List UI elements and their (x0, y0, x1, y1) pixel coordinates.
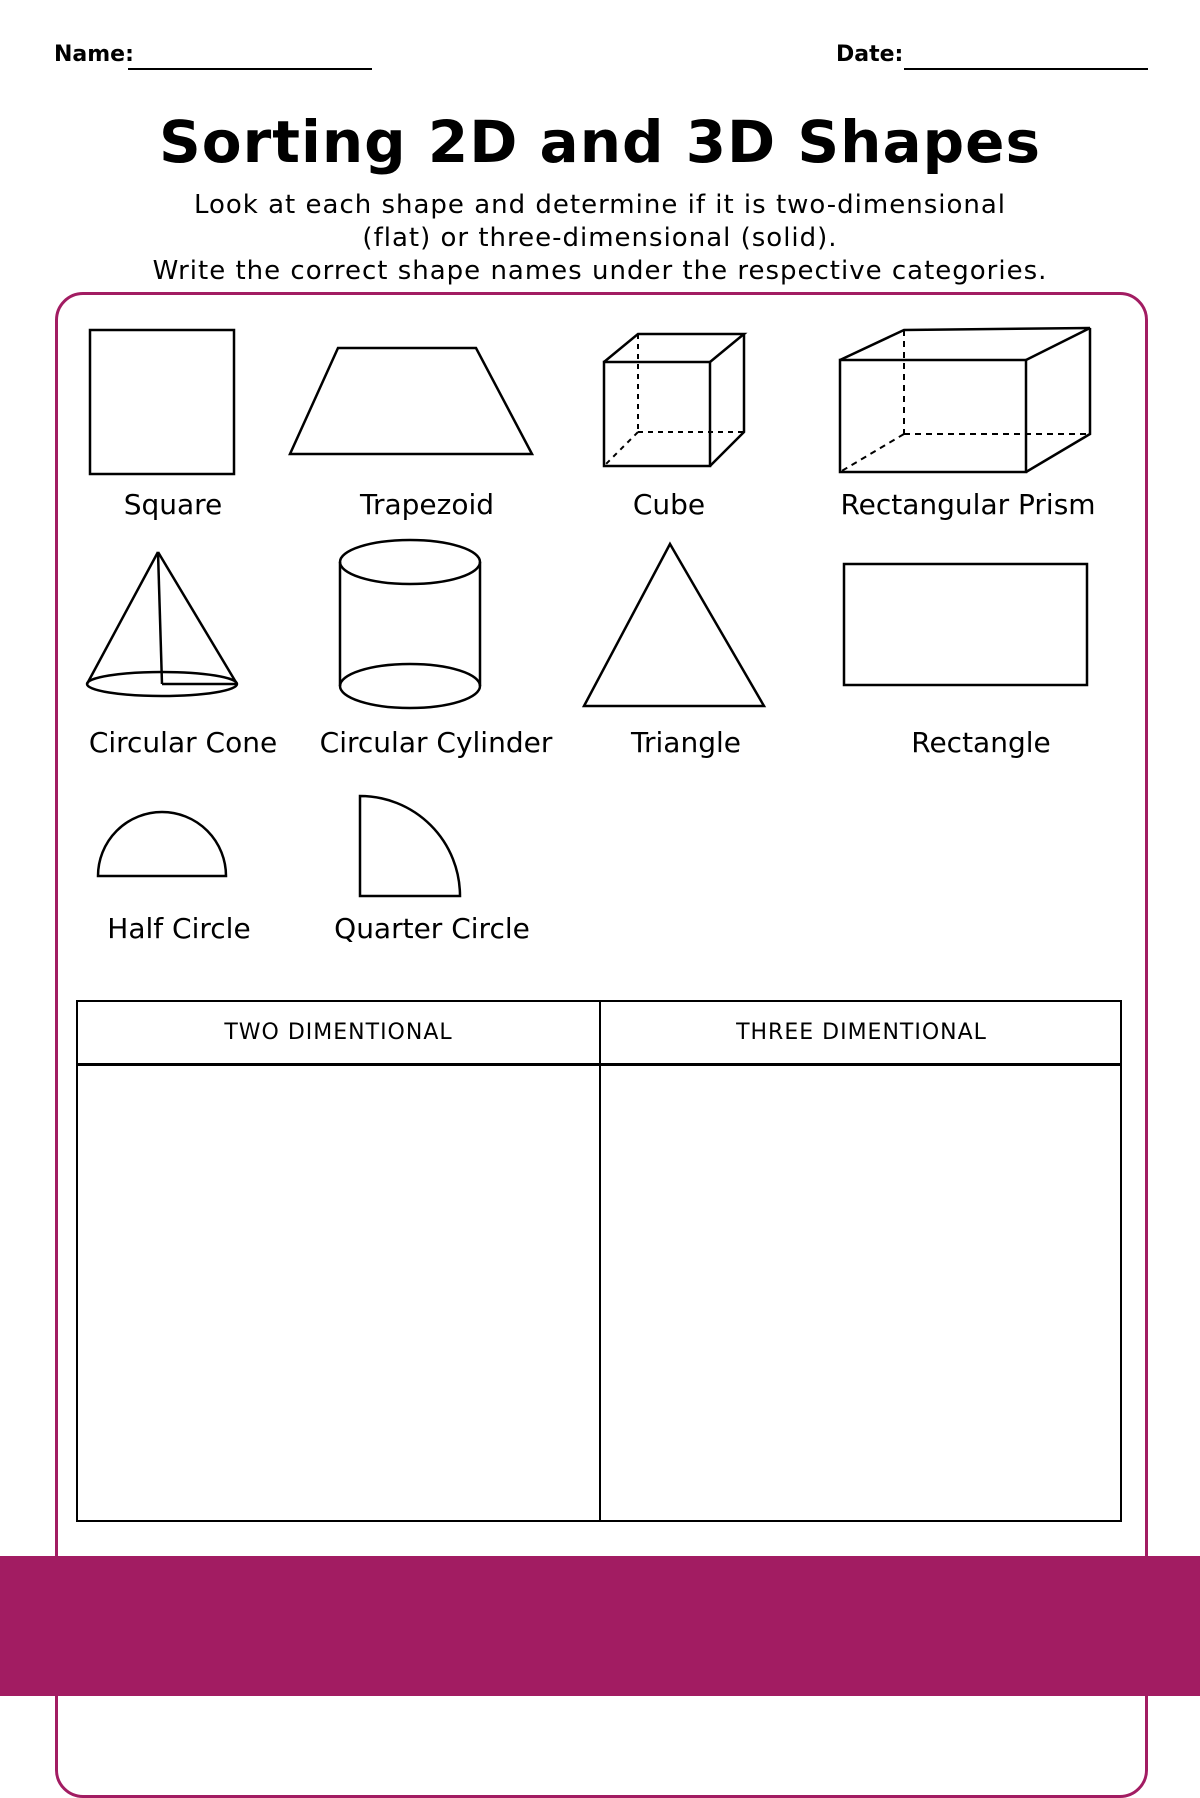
circular-cone-shape (84, 548, 244, 704)
name-label: Name: (54, 42, 134, 67)
date-field[interactable] (904, 68, 1148, 70)
instruction-line-1: Look at each shape and determine if it is two-dimensional (193, 190, 1007, 220)
bottom-color-band (0, 1556, 1200, 1696)
answer-area-two-dimensional[interactable] (78, 1066, 599, 1520)
triangle-shape (580, 538, 770, 710)
sorting-table (76, 1000, 1122, 1522)
label-rectangle: Rectangle (911, 726, 1051, 759)
label-trapezoid: Trapezoid (359, 488, 495, 521)
instruction-line-3: Write the correct shape names under the respective categories. (152, 256, 1048, 286)
label-rectangular-prism: Rectangular Prism (840, 488, 1096, 521)
cube-shape (596, 326, 756, 472)
label-circular-cone: Circular Cone (88, 726, 278, 759)
label-quarter-circle: Quarter Circle (334, 912, 530, 945)
label-circular-cylinder: Circular Cylinder (319, 726, 553, 759)
name-field[interactable] (128, 68, 372, 70)
label-cube: Cube (632, 488, 706, 521)
rectangular-prism-shape (834, 322, 1098, 478)
label-square: Square (123, 488, 223, 521)
square-shape (80, 320, 240, 480)
date-label: Date: (836, 42, 904, 67)
circular-cylinder-shape (336, 536, 486, 712)
quarter-circle-shape (356, 792, 466, 902)
page-title: Sorting 2D and 3D Shapes (159, 108, 1041, 176)
answer-area-three-dimensional[interactable] (601, 1066, 1122, 1520)
instruction-line-2: (flat) or three-dimensional (solid). (362, 223, 838, 253)
half-circle-shape (94, 808, 230, 880)
column-header-two-dimensional: TWO DIMENTIONAL (224, 1020, 453, 1045)
rectangle-shape (840, 560, 1092, 690)
label-triangle: Triangle (631, 726, 741, 759)
label-half-circle: Half Circle (107, 912, 251, 945)
trapezoid-shape (280, 340, 540, 460)
column-header-three-dimensional: THREE DIMENTIONAL (736, 1020, 987, 1045)
